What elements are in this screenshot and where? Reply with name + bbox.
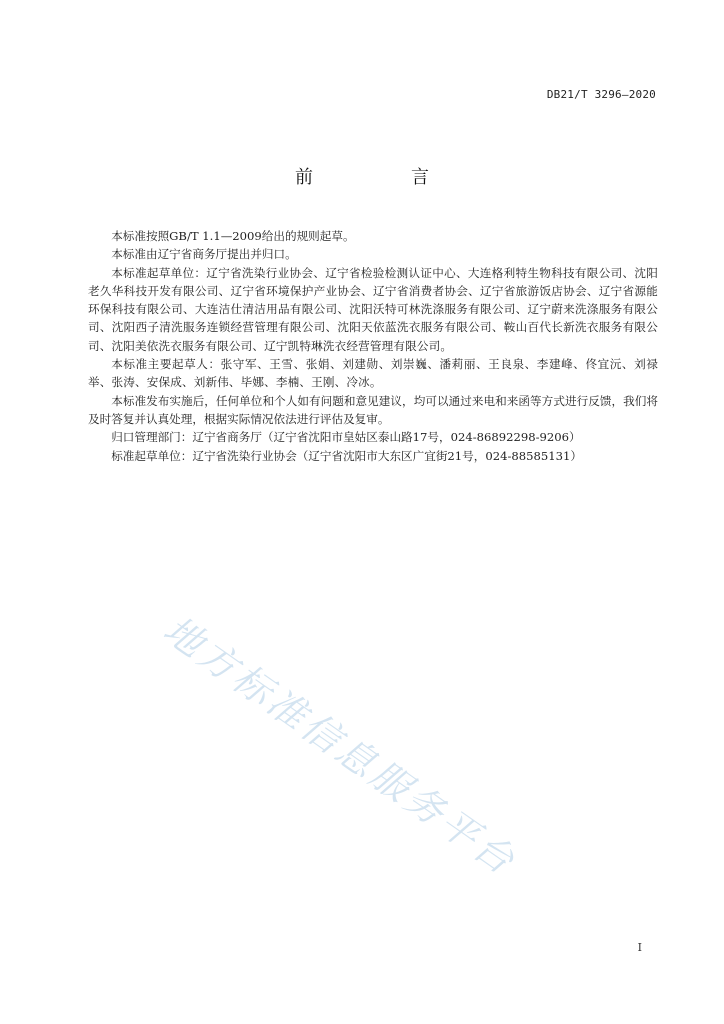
paragraph-drafting-units: 本标准起草单位：辽宁省洗染行业协会、辽宁省检验检测认证中心、大连格利特生物科技有限公司、沈阳老久华科技开发有限公司、辽宁省环境保护产业协会、辽宁省消费者协会、辽宁省旅游饭店协会、辽宁省源能环保科技有限公司、大连洁仕清洁用品有限公司、沈阳沃特可林洗涤服务有限公司、辽宁蔚来洗涤服务有限公司、沈阳西子清洗服务连锁经营管理有限公司、沈阳天依蓝洗衣服务有限公司、鞍山百代长新洗衣服务有限公司、沈阳美依洗衣服务有限公司、辽宁凯特琳洗衣经营管理有限公司。 [88,265,658,353]
document-body [88,227,658,465]
paragraph-main-drafters: 本标准主要起草人：张守军、王雪、张娟、刘建勋、刘崇巍、潘莉丽、王良泉、李建峰、佟宜沅、刘禄举、张涛、安保成、刘新伟、毕娜、李楠、王刚、冷冰。 [88,357,658,390]
paragraph-proposer: 本标准由辽宁省商务厅提出并归口。 [111,247,297,262]
paragraph-drafting-rules: 本标准按照GB/T 1.1—2009给出的规则起草。 [111,229,355,243]
paragraph-management-dept: 归口管理部门：辽宁省商务厅（辽宁省沈阳市皇姑区泰山路17号，024-86892298-9206） [111,430,581,445]
page-number: I [637,941,642,954]
paragraph-feedback: 本标准发布实施后，任何单位和个人如有问题和意见建议，均可以通过来电和来函等方式进行反馈，我们将及时答复并认真处理，根据实际情况依法进行评估及复审。 [88,393,658,426]
standard-code: DB21/T 3296—2020 [546,88,656,101]
watermark: 地方标准信息服务平台 [155,607,525,885]
paragraph-drafting-unit-contact: 标准起草单位：辽宁省洗染行业协会（辽宁省沈阳市大东区广宜街21号，024-88585131） [111,448,582,463]
page-title: 前 言 [295,167,469,188]
